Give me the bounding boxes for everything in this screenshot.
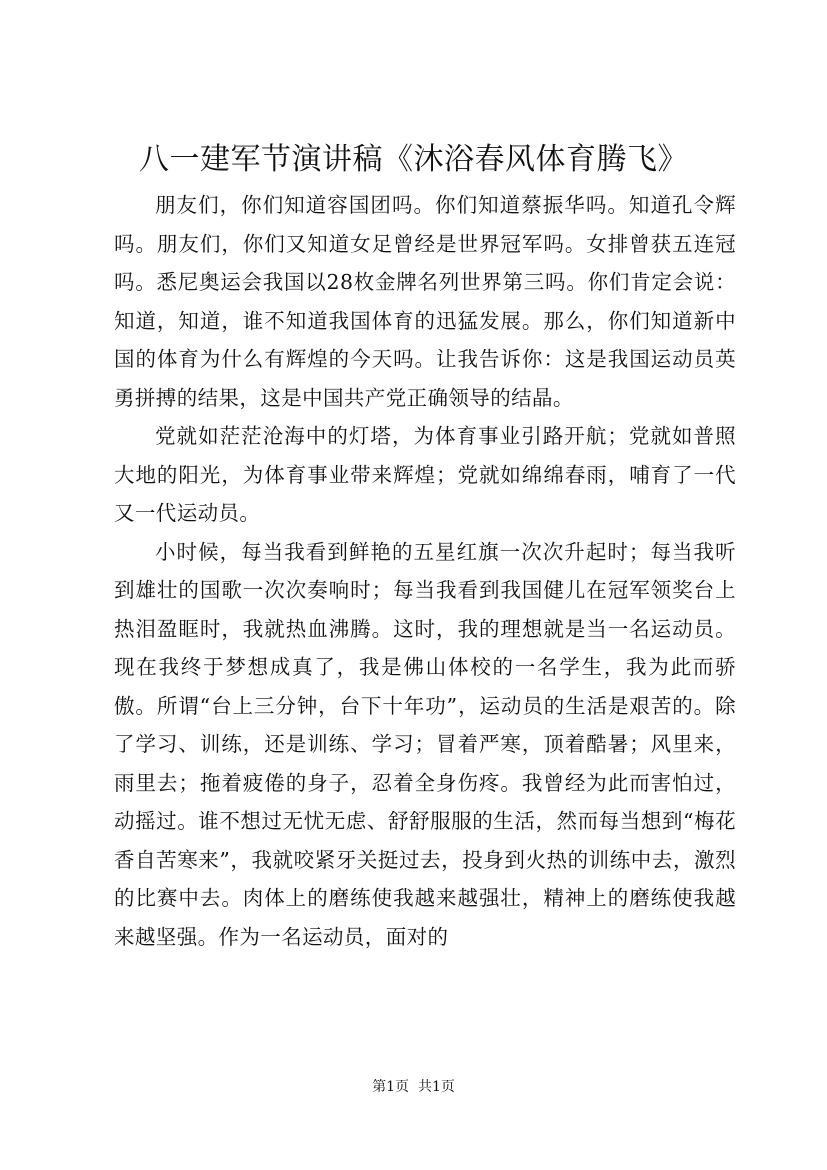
page-number: 第1页 xyxy=(372,1079,410,1095)
paragraph-2: 党就如茫茫沧海中的灯塔，为体育事业引路开航；党就如普照大地的阳光，为体育事业带来辉煌；党就如绵绵春雨，哺育了一代又一代运动员。 xyxy=(114,424,736,525)
paragraph-1: 朋友们，你们知道容国团吗。你们知道蔡振华吗。知道孔令辉吗。朋友们，你们又知道女足曾经是世界冠军吗。女排曾获五连冠吗。悉尼奥运会我国以28枚金牌名列世界第三吗。你们肯定会说：知道，知道，谁不知道我国体育的迅猛发展。那么，你们知道新中国的体育为什么有辉煌的今天吗。让我告诉你：这是我国运动员英勇拼搏的结果，这是中国共产党正确领导的结晶。 xyxy=(114,193,736,410)
document-body xyxy=(114,186,736,956)
footer-spacer xyxy=(409,1079,418,1095)
document-title: 八一建军节演讲稿《沐浴春风体育腾飞》 xyxy=(139,142,688,177)
page-total: 共1页 xyxy=(417,1079,455,1095)
paragraph-3: 小时候，每当我看到鲜艳的五星红旗一次次升起时；每当我听到雄壮的国歌一次次奏响时；每当我看到我国健儿在冠军领奖台上热泪盈眶时，我就热血沸腾。这时，我的理想就是当一名运动员。现在我终于梦想成真了，我是佛山体校的一名学生，我为此而骄傲。所谓“台上三分钟，台下十年功”，运动员的生活是艰苦的。除了学习、训练，还是训练、学习；冒着严寒，顶着酷暑；风里来，雨里去；拖着疲倦的身子，忍着全身伤疼。我曾经为此而害怕过，动摇过。谁不想过无忧无虑、舒舒服服的生活，然而每当想到“梅花香自苦寒来”，我就咬紧牙关挺过去，投身到火热的训练中去，激烈的比赛中去。肉体上的磨练使我越来越强壮，精神上的磨练使我越来越坚强。作为一名运动员，面对的 xyxy=(114,539,736,949)
page-footer xyxy=(0,1077,827,1097)
